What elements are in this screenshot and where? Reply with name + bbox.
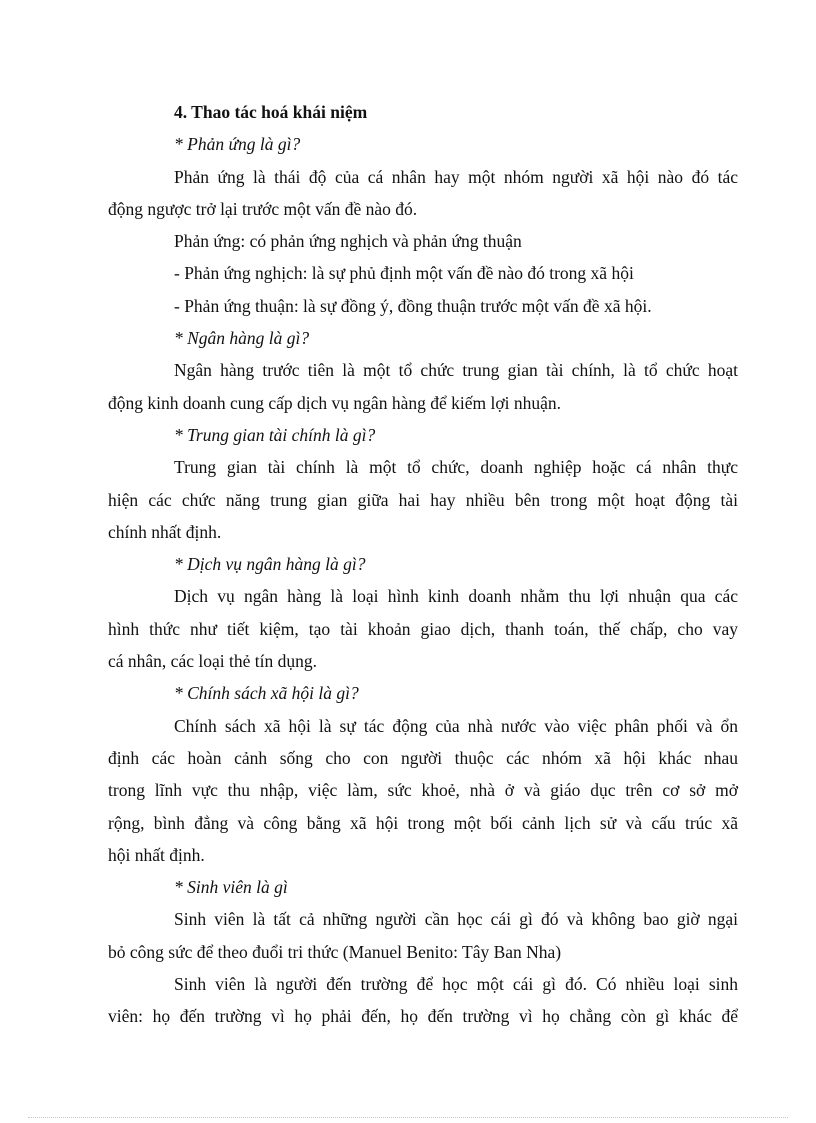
question-heading xyxy=(108,128,738,160)
text-line: định các hoàn cảnh sống cho con người thuộc các nhóm xã hội khác nhau xyxy=(108,747,738,768)
text-line: hiện các chức năng trung gian giữa hai hay nhiều bên trong một hoạt động tài xyxy=(108,489,738,510)
text-line: * Ngân hàng là gì? xyxy=(174,328,310,349)
text-line: hình thức như tiết kiệm, tạo tài khoản giao dịch, thanh toán, thế chấp, cho vay xyxy=(108,618,738,639)
question-heading xyxy=(108,419,738,451)
text-line: động kinh doanh cung cấp dịch vụ ngân hàng để kiếm lợi nhuận. xyxy=(108,392,561,413)
text-line: Sinh viên là người đến trường để học một cái gì đó. Có nhiều loại sinh xyxy=(174,974,738,995)
text-line: Phản ứng là thái độ của cá nhân hay một nhóm người xã hội nào đó tác xyxy=(174,166,738,187)
text-line: cá nhân, các loại thẻ tín dụng. xyxy=(108,651,317,672)
text-line: * Dịch vụ ngân hàng là gì? xyxy=(174,554,366,575)
paragraph xyxy=(108,257,738,289)
section-heading xyxy=(108,96,738,128)
paragraph xyxy=(108,290,738,322)
text-line: - Phản ứng nghịch: là sự phủ định một vấn đề nào đó trong xã hội xyxy=(174,263,634,284)
page-bottom-border xyxy=(28,1117,788,1118)
paragraph xyxy=(108,354,738,419)
paragraph xyxy=(108,710,738,871)
text-line: chính nhất định. xyxy=(108,521,222,542)
question-heading xyxy=(108,871,738,903)
paragraph xyxy=(108,968,738,1033)
question-heading xyxy=(108,322,738,354)
text-line: Chính sách xã hội là sự tác động của nhà nước vào việc phân phối và ổn xyxy=(174,715,738,736)
paragraph xyxy=(108,451,738,548)
text-line: Sinh viên là tất cả những người cần học cái gì đó và không bao giờ ngại xyxy=(174,909,738,930)
text-line: Trung gian tài chính là một tổ chức, doanh nghiệp hoặc cá nhân thực xyxy=(174,457,738,478)
question-heading xyxy=(108,548,738,580)
text-line: bỏ công sức để theo đuổi tri thức (Manuel Benito: Tây Ban Nha) xyxy=(108,941,562,962)
text-line: * Chính sách xã hội là gì? xyxy=(174,683,359,704)
text-line: động ngược trở lại trước một vấn đề nào đó. xyxy=(108,198,418,219)
text-line: * Trung gian tài chính là gì? xyxy=(174,424,376,445)
text-line: trong lĩnh vực thu nhập, việc làm, sức khoẻ, nhà ở và giáo dục trên cơ sở mở xyxy=(108,780,738,801)
question-heading xyxy=(108,677,738,709)
paragraph xyxy=(108,580,738,677)
text-line: rộng, bình đẳng và công bằng xã hội trong một bối cảnh lịch sử và cấu trúc xã xyxy=(108,812,738,833)
text-line: viên: họ đến trường vì họ phải đến, họ đến trường vì họ chẳng còn gì khác để xyxy=(108,1006,738,1027)
text-line: * Sinh viên là gì xyxy=(174,877,288,898)
text-line: 4. Thao tác hoá khái niệm xyxy=(174,102,368,122)
text-line: Phản ứng: có phản ứng nghịch và phản ứng thuận xyxy=(174,231,522,252)
paragraph xyxy=(108,161,738,226)
text-line: Dịch vụ ngân hàng là loại hình kinh doanh nhằm thu lợi nhuận qua các xyxy=(174,586,738,607)
paragraph xyxy=(108,225,738,257)
text-line: Ngân hàng trước tiên là một tổ chức trung gian tài chính, là tổ chức hoạt xyxy=(174,360,738,381)
text-line: - Phản ứng thuận: là sự đồng ý, đồng thuận trước một vấn đề xã hội. xyxy=(174,295,652,316)
document-body xyxy=(108,96,738,1033)
text-line: hội nhất định. xyxy=(108,844,205,865)
text-line: * Phản ứng là gì? xyxy=(174,134,301,155)
paragraph xyxy=(108,903,738,968)
